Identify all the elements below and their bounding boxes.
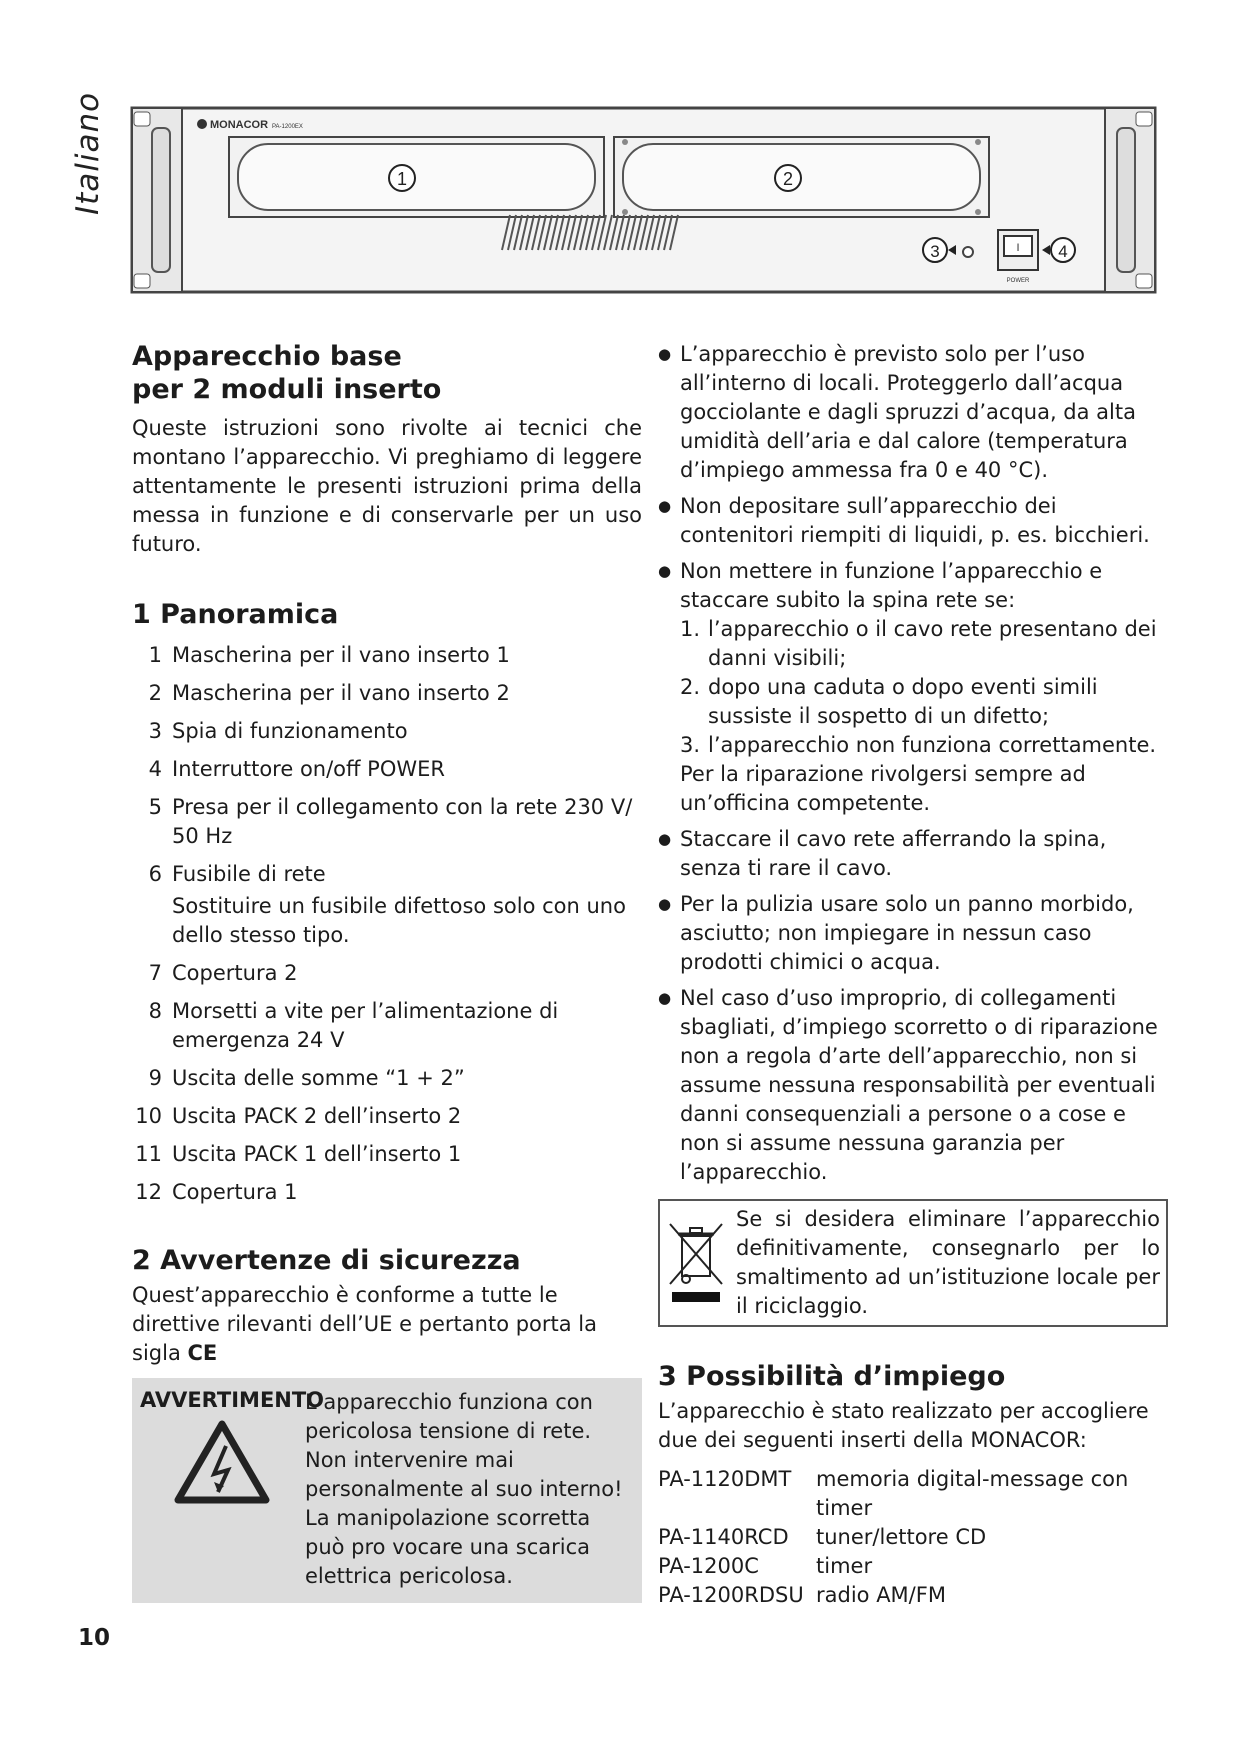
language-tab: Italiano [70,91,106,215]
power-led-icon [963,247,973,257]
bullet-item: ● Nel caso d’uso improprio, di collegamenti sbagliati, d’impiego scorretto o di riparazione non a regola d’arte dell’apparecchio, non si assume nessuna responsabilità per eventuali danni consequenziali a persone o a cose e non si assume nessuna garanzia per l’apparecchio. [658,984,1168,1187]
list-item: 8 Morsetti a vite per l’alimentazione di emergenza 24 V [148,999,559,1052]
list-item: 4 Interruttore on/off POWER [148,757,445,781]
ce-paragraph: Quest’apparecchio è conforme a tutte le direttive rilevanti dell’UE e pertanto porta la sigla CE [132,1283,598,1365]
callout-3: 3 [930,242,940,261]
fuse-note: Sostituire un fusibile difettoso solo con uno dello stesso tipo. [172,894,626,947]
power-label: POWER [1006,278,1030,284]
list-item: 2. dopo una caduta o dopo eventi simili sussiste il sospetto di un difetto; [680,675,1098,728]
intro-paragraph: Queste istruzioni sono rivolte ai tecnici che montano l’apparecchio. Vi preghiamo di leggere attentamente le presenti istruzioni prima della messa in funzione e di conservarle per un uso futuro. [132,416,642,556]
section-3-text: L’apparecchio è stato realizzato per accogliere due dei seguenti inserti della MONACOR: [658,1399,1149,1452]
fault-conditions-list [680,615,1168,760]
list-item: 1. l’apparecchio o il cavo rete presentano dei danni visibili; [680,617,1157,670]
insert-bay-2 [614,137,989,217]
bullet-item: ● Per la pulizia usare solo un panno morbido, asciutto; non impiegare in nessun caso prodotti chimici o acqua. [658,890,1168,977]
warning-label: AVVERTIMENTO [140,1388,325,1412]
callout-4: 4 [1058,242,1068,261]
section-2-heading: 2 Avvertenze di sicurezza [132,1245,521,1276]
right-column [658,340,1168,1610]
list-item: 1 Mascherina per il vano inserto 1 [148,643,510,667]
device-front-panel-figure [130,100,1157,300]
model-row: PA-1120DMT memoria digital-message con timer [658,1467,1129,1520]
callout-1: 1 [396,169,408,189]
bullet-item: ● Staccare il cavo rete afferrando la spina, senza ti rare il cavo. [658,825,1168,883]
list-item: 5 Presa per il collegamento con la rete 230 V/ 50 Hz [148,795,633,848]
bullet-item: ● Non depositare sull’apparecchio dei contenitori riempiti di liquidi, p. es. bicchieri. [658,492,1168,550]
list-item: 7 Copertura 2 [148,961,298,985]
bullet-item: ● Non mettere in funzione l’apparecchio e staccare subito la spina rete se: 1. l’apparecchio o il cavo rete presentano dei danni visibili; 2. dopo una caduta o dopo eventi simili sussiste il sospetto di un difetto; 3. l’apparecchio non funziona correttamente. Per la riparazione rivolgersi sempre ad un’officina competente. [658,557,1168,818]
page-number: 10 [78,1625,111,1651]
disposal-box [658,1199,1168,1327]
bullet-item: ● L’apparecchio è previsto solo per l’uso all’interno di locali. Proteggerlo dall’acqua gocciolante e dagli spruzzi d’acqua, da alta umidità dell’aria e dal calore (temperatura d’impiego ammessa fra 0 e 40 °C). [658,340,1168,485]
warning-text: L’apparecchio funziona con pericolosa tensione di rete. Non intervenire mai personalmente al suo interno! La manipolazione scorretta può pro vocare una scarica elettrica pericolosa. [305,1390,623,1588]
brand-label: MONACOR [210,119,269,131]
insert-bay-1 [229,137,604,217]
section-1-heading: 1 Panoramica [132,599,339,630]
list-item: 12 Copertura 1 [135,1180,298,1204]
models-list [658,1465,1168,1610]
disposal-text: Se si desidera eliminare l’apparecchio definitivamente, consegnarlo per lo smaltimento ad un’istituzione locale per il riciclaggio. [736,1207,1160,1318]
list-item: 6 Fusibile di rete Sostituire un fusibile difettoso solo con uno dello stesso tipo. [132,860,642,950]
model-row: PA-1200C timer [658,1554,873,1578]
model-row: PA-1200RDSU radio AM/FM [658,1583,946,1607]
list-item: 9 Uscita delle somme “1 + 2” [148,1066,465,1090]
model-label: PA-1200EX [272,124,303,130]
switch-mark: I [1016,242,1020,254]
left-column [132,340,642,1603]
crossed-bin-icon [666,1218,726,1304]
list-item: 3. l’apparecchio non funziona correttamente. [680,733,1157,757]
repair-note: Per la riparazione rivolgersi sempre ad un’officina competente. [680,762,1086,815]
section-3-heading: 3 Possibilità d’impiego [658,1361,1006,1392]
list-item: 10 Uscita PACK 2 dell’inserto 2 [135,1104,462,1128]
high-voltage-warning-icon [174,1420,270,1506]
callout-2: 2 [782,169,794,189]
document-title: Apparecchio base per 2 moduli inserto [132,341,442,405]
safety-bullets [658,340,1168,1187]
list-item: 11 Uscita PACK 1 dell’inserto 1 [135,1142,462,1166]
model-row: PA-1140RCD tuner/lettore CD [658,1525,987,1549]
list-item: 3 Spia di funzionamento [148,719,408,743]
monacor-logo-icon [197,119,207,129]
ce-mark-icon: CE [187,1341,218,1365]
overview-list [132,641,642,1207]
warning-box [132,1378,642,1603]
list-item: 2 Mascherina per il vano inserto 2 [148,681,510,705]
